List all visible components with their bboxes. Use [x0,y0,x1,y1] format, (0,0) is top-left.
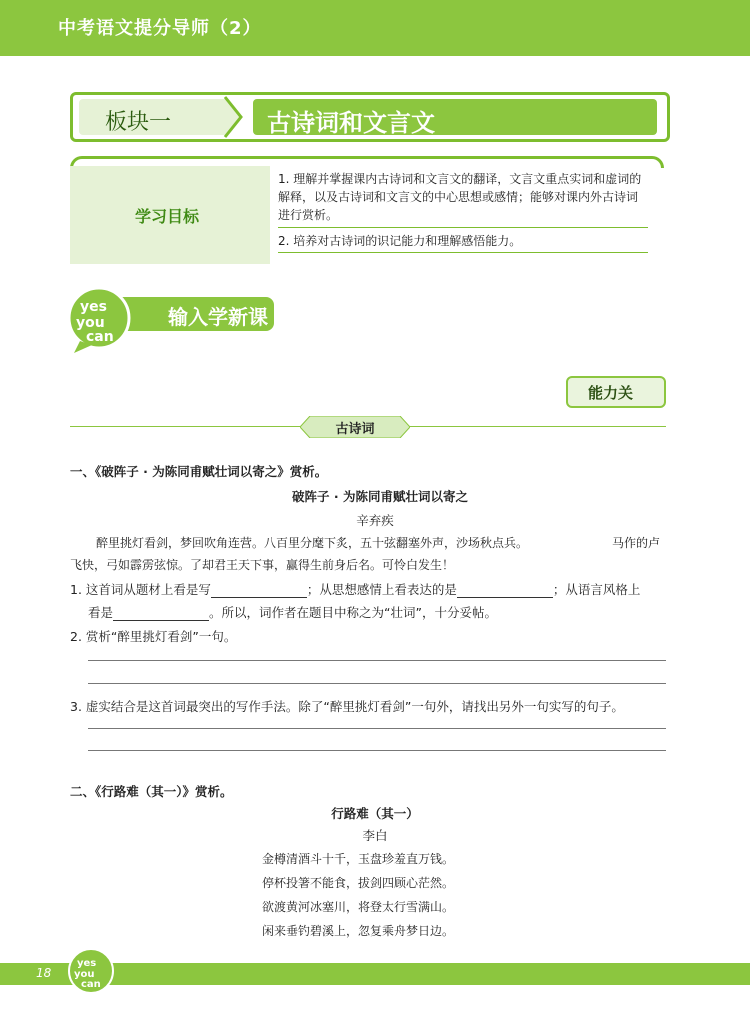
poem-line-tail: 马作的卢 [612,536,661,550]
answer-line[interactable] [88,750,666,751]
goals-label: 学习目标 [135,207,200,226]
section-title-box [253,99,657,135]
question-1-part: 看是 [88,605,114,620]
goal-item: 1. 理解并掌握课内古诗词和文言文的翻译，文言文重点实词和虚词的解释，以及古诗词和文言文的中心思想或感情；能够对课内外古诗词进行赏析。 [278,170,648,228]
poem-title-1: 破阵子 · 为陈同甫赋壮词以寄之 [292,489,468,504]
divider-label: 古诗词 [335,422,375,437]
answer-blank[interactable] [211,585,307,598]
answer-blank[interactable] [457,585,553,598]
svg-text:yes: yes [77,958,97,969]
poem-line: 停杯投箸不能食，拔剑四顾心茫然。 [262,876,455,890]
question-1-part: ；从语言风格上 [552,582,641,597]
svg-text:yes: yes [80,299,107,315]
svg-text:you: you [74,969,95,980]
badge-pill [114,297,274,331]
poem-line: 闲来垂钓碧溪上，忽复乘舟梦日边。 [262,924,455,938]
question-heading-1: 一、《破阵子 · 为陈同甫赋壮词以寄之》赏析。 [70,464,328,479]
question-2: 2. 赏析“醉里挑灯看剑”一句。 [70,629,237,644]
answer-line[interactable] [88,683,666,684]
question-3: 3. 虚实结合是这首词最突出的写作手法。除了“醉里挑灯看剑”一句外，请找出另外一句实写的句子。 [70,699,624,714]
poem-line: 金樽清酒斗十千，玉盘珍羞直万钱。 [262,852,455,866]
question-heading-2: 二、《行路难（其一）》赏析。 [70,784,233,799]
page-number: 18 [36,966,52,980]
answer-line[interactable] [88,728,666,729]
yes-you-can-logo-icon [66,285,136,355]
question-1-part: 。所以，词作者在题目中称之为“壮词”，十分妥帖。 [209,605,497,620]
yes-you-can-footer-logo-icon [66,946,116,996]
poem-author-1: 辛弃疾 [356,513,394,528]
answer-line[interactable] [88,660,666,661]
goals-label-box [70,166,270,264]
new-lesson-badge [66,285,270,355]
question-1-continued [88,603,497,621]
book-title: 中考语文提分导师（2） [58,18,262,39]
section-title: 古诗词和文言文 [267,109,435,137]
ability-label: 能力关 [588,384,634,402]
poem-line: 欲渡黄河冰塞川，将登太行雪满山。 [262,900,455,914]
svg-text:you: you [76,315,105,331]
goals-list [278,170,648,253]
answer-blank[interactable] [113,608,209,621]
section-label-box [79,99,239,135]
svg-text:can: can [81,979,101,990]
poem-line: 醉里挑灯看剑，梦回吹角连营。八百里分麾下炙，五十弦翻塞外声，沙场秋点兵。 [96,536,529,550]
question-1 [70,580,640,598]
section-label: 板块一 [105,110,172,135]
poem-line: 飞快，弓如霹雳弦惊。了却君王天下事，赢得生前身后名。可怜白发生！ [70,558,455,572]
badge-label: 输入学新课 [168,305,268,329]
question-1-part: ；从思想感情上看表达的是 [306,582,457,597]
ability-tag [566,376,666,408]
goal-item: 2. 培养对古诗词的识记能力和理解感悟能力。 [278,228,648,253]
question-1-part: 1. 这首词从题材上看是写 [70,582,211,597]
svg-text:can: can [86,329,114,345]
section-banner [70,92,670,142]
poem-author-2: 李白 [362,828,388,843]
poem-title-2: 行路难（其一） [331,806,419,821]
top-header-bar [0,0,750,56]
learning-goals-panel [70,156,664,268]
divider-tag [300,416,410,438]
